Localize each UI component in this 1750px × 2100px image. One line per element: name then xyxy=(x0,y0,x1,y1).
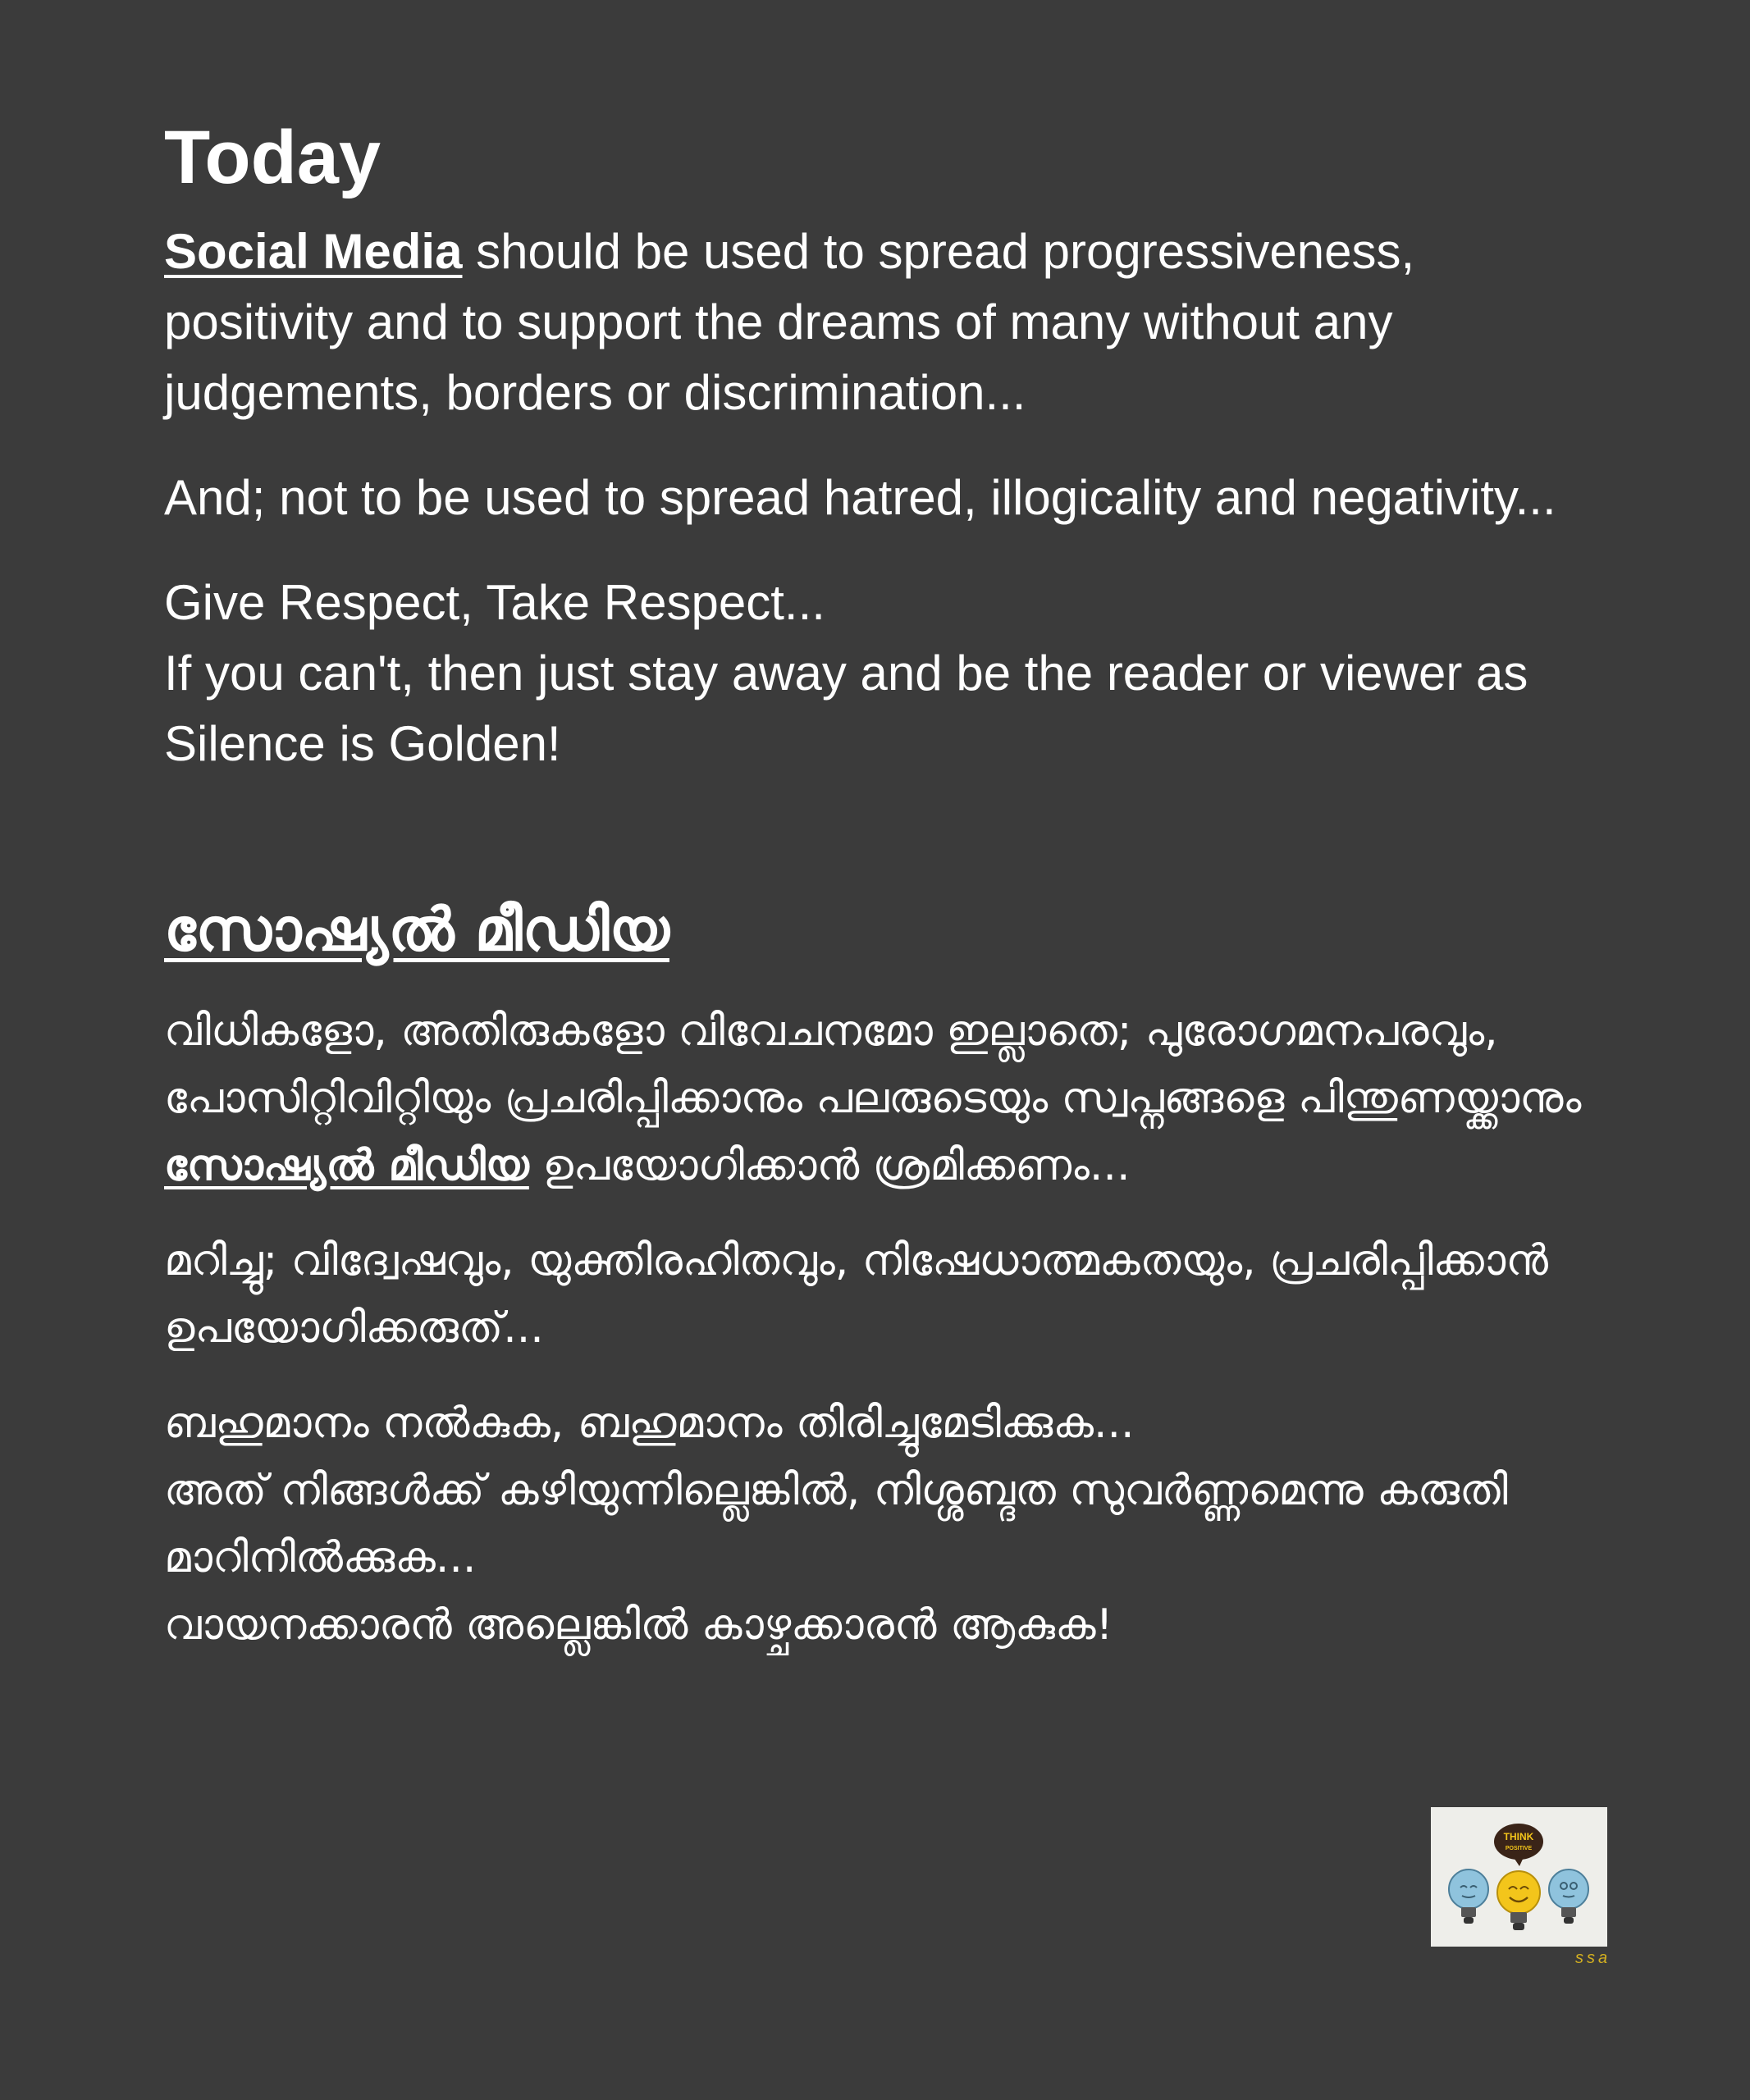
left-bulb-icon xyxy=(1449,1869,1488,1924)
malayalam-paragraph-1-rest: ഉപയോഗിക്കാൻ ശ്രമിക്കണം... xyxy=(528,1141,1131,1191)
english-heading: Today xyxy=(164,116,382,199)
english-paragraph-1 xyxy=(164,217,1608,428)
bubble-text-think: THINK xyxy=(1503,1831,1534,1842)
malayalam-paragraph-1 xyxy=(164,998,1608,1199)
right-bulb-icon xyxy=(1549,1869,1588,1924)
center-bulb-icon xyxy=(1497,1871,1540,1930)
english-paragraph-3-line-1: Give Respect, Take Respect... xyxy=(164,574,825,630)
malayalam-heading: സോഷ്യൽ മീഡിയ xyxy=(164,894,669,964)
social-media-emphasis: Social Media xyxy=(164,223,463,279)
think-positive-logo xyxy=(1431,1807,1607,1947)
english-paragraph-3 xyxy=(164,568,1608,779)
english-paragraph-1-text: should be used to spread progressiveness, positivity and to support the dreams of many without any judgements, borders or discrimination... xyxy=(164,223,1415,420)
malayalam-paragraph-3 xyxy=(164,1390,1608,1659)
malayalam-paragraph-3-line-2: അത് നിങ്ങൾക്ക് കഴിയുന്നില്ലെങ്കിൽ, നിശ്ശബ്ദത സുവർണ്ണമെന്നു കരുതി മാറിനിൽക്കുക... xyxy=(164,1466,1508,1583)
post-content xyxy=(164,115,1608,1687)
logo-caption: ssa xyxy=(1575,1949,1611,1967)
malayalam-paragraph-3-line-1: ബഹുമാനം നൽകുക, ബഹുമാനം തിരിച്ചുമേടിക്കുക... xyxy=(164,1399,1135,1449)
malayalam-paragraph-3-line-3: വായനക്കാരൻ അല്ലെങ്കിൽ കാഴ്ചക്കാരൻ ആകുക! xyxy=(164,1600,1113,1650)
english-paragraph-3-line-2: If you can't, then just stay away and be the reader or viewer as Silence is Golden! xyxy=(164,645,1528,771)
bubble-text-positive: POSITIVE xyxy=(1505,1846,1533,1851)
think-positive-bulbs-icon xyxy=(1431,1807,1607,1947)
malayalam-paragraph-1-text: വിധികളോ, അതിരുകളോ വിവേചനമോ ഇല്ലാതെ; പുരോഗമനപരവും, പോസിറ്റിവിറ്റിയും പ്രചരിപ്പിക്കാനും പലരുടെയും സ്വപ്നങ്ങളെ പിന്തുണയ്ക്കാനും xyxy=(164,1007,1582,1124)
malayalam-social-media-emphasis: സോഷ്യൽ മീഡിയ xyxy=(164,1141,529,1191)
english-paragraph-2: And; not to be used to spread hatred, illogicality and negativity... xyxy=(164,469,1556,525)
malayalam-paragraph-2: മറിച്ചു; വിദ്വേഷവും, യുക്തിരഹിതവും, നിഷേധാത്മകതയും, പ്രചരിപ്പിക്കാൻ ഉപയോഗിക്കരുത്... xyxy=(164,1236,1548,1354)
